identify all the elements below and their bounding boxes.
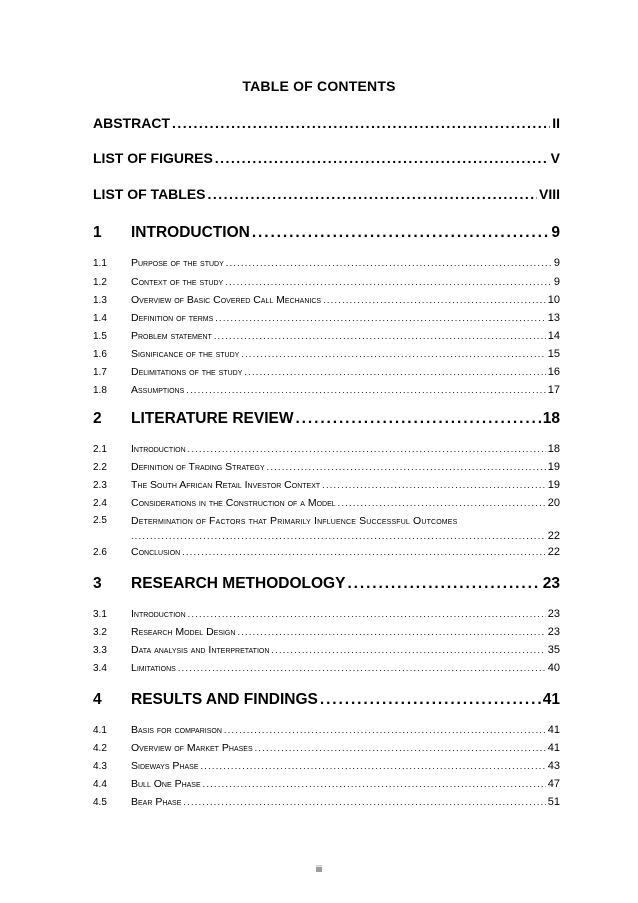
chapter-number: 1 [93, 224, 102, 241]
section-number: 1.2 [93, 277, 107, 288]
section-label: Assumptions [131, 384, 185, 396]
section-number: 1.8 [93, 385, 107, 396]
toc-section-1-1[interactable] [93, 257, 560, 269]
section-page: 22 [547, 530, 560, 542]
section-number: 3.3 [93, 645, 107, 656]
leader-dots [241, 349, 545, 359]
section-label: Considerations in the Construction of a Model [131, 497, 336, 509]
leader-dots [215, 150, 549, 166]
toc-section-2-5-continuation[interactable] [131, 530, 560, 542]
leader-dots [271, 645, 545, 655]
section-label: Context of the study [131, 276, 224, 288]
toc-section-1-5[interactable] [93, 330, 560, 342]
section-number: 4.5 [93, 797, 107, 808]
toc-section-3-2[interactable] [93, 626, 560, 638]
toc-section-4-1[interactable] [93, 724, 560, 736]
toc-section-2-5[interactable] [93, 515, 560, 527]
leader-dots [203, 779, 546, 789]
section-page: 19 [547, 461, 560, 473]
section-number: 4.3 [93, 761, 107, 772]
section-number: 1.5 [93, 331, 107, 342]
leader-dots [201, 761, 546, 771]
toc-section-3-4[interactable] [93, 662, 560, 674]
chapter-number: 3 [93, 575, 102, 592]
section-label: Limitations [131, 662, 176, 674]
toc-heading: TABLE OF CONTENTS [242, 78, 396, 94]
section-number: 2.1 [93, 444, 107, 455]
leader-dots [215, 313, 546, 323]
leader-dots [224, 725, 546, 735]
chapter-page: 9 [551, 224, 560, 241]
section-page: 40 [547, 662, 560, 674]
leader-dots [237, 627, 545, 637]
section-number: 1.1 [93, 258, 107, 269]
chapter-label: RESULTS AND FINDINGS [131, 691, 318, 708]
section-page: 17 [547, 384, 560, 396]
section-number: 1.6 [93, 349, 107, 360]
toc-entry-list-of-figures[interactable] [93, 150, 560, 166]
chapter-page: 23 [542, 575, 560, 592]
entry-page: II [552, 115, 560, 131]
section-label: Definition of terms [131, 312, 214, 324]
leader-dots [322, 480, 546, 490]
chapter-label: RESEARCH METHODOLOGY [131, 575, 346, 592]
section-page: 43 [547, 760, 560, 772]
section-page: 41 [547, 742, 560, 754]
chapter-label: LITERATURE REVIEW [131, 410, 294, 427]
leader-dots [186, 385, 545, 395]
section-page: 9 [553, 276, 560, 288]
entry-page: VIII [538, 186, 560, 202]
toc-section-1-3[interactable] [93, 294, 560, 306]
section-label: Significance of the study [131, 348, 240, 360]
entry-label: LIST OF FIGURES [93, 150, 213, 166]
section-label: Determination of Factors that Primarily Influence Successful Outcomes [131, 515, 458, 527]
section-number: 4.1 [93, 725, 107, 736]
section-label: Delimitations of the study [131, 366, 243, 378]
toc-chapter-1[interactable] [93, 224, 560, 242]
section-page: 10 [547, 294, 560, 306]
toc-section-2-6[interactable] [93, 546, 560, 558]
section-label: Introduction [131, 608, 186, 620]
leader-dots [208, 186, 537, 202]
entry-page: V [550, 150, 560, 166]
section-page: 35 [547, 644, 560, 656]
toc-entry-abstract[interactable] [93, 115, 560, 131]
section-page: 13 [547, 312, 560, 324]
leader-dots [295, 410, 540, 428]
section-number: 2.6 [93, 547, 107, 558]
section-number: 1.4 [93, 313, 107, 324]
section-page: 16 [547, 366, 560, 378]
section-page: 18 [547, 443, 560, 455]
section-label: Conclusion [131, 546, 181, 558]
section-label: Overview of Market Phases [131, 742, 253, 754]
toc-section-2-1[interactable] [93, 443, 560, 455]
toc-section-1-8[interactable] [93, 384, 560, 396]
leader-dots [131, 531, 546, 541]
leader-dots [323, 295, 546, 305]
leader-dots [214, 331, 546, 341]
leader-dots [320, 691, 541, 709]
section-label: Bear Phase [131, 796, 182, 808]
section-label: Basis for comparison [131, 724, 222, 736]
toc-entry-list-of-tables[interactable] [93, 186, 560, 202]
section-number: 2.5 [93, 515, 107, 526]
section-number: 2.4 [93, 498, 107, 509]
toc-section-4-4[interactable] [93, 778, 560, 790]
section-number: 2.3 [93, 480, 107, 491]
section-number: 4.4 [93, 779, 107, 790]
toc-section-3-3[interactable] [93, 644, 560, 656]
section-label: Purpose of the study [131, 257, 224, 269]
chapter-page: 41 [542, 691, 560, 708]
chapter-number: 2 [93, 410, 102, 427]
page-number: iii [316, 864, 322, 874]
leader-dots [188, 444, 546, 454]
chapter-page: 18 [542, 410, 560, 427]
section-page: 23 [547, 608, 560, 620]
section-page: 9 [553, 257, 560, 269]
leader-dots [188, 609, 546, 619]
toc-section-4-2[interactable] [93, 742, 560, 754]
toc-section-2-4[interactable] [93, 497, 560, 509]
toc-section-3-1[interactable] [93, 608, 560, 620]
leader-dots [338, 498, 546, 508]
leader-dots [182, 547, 546, 557]
section-number: 3.1 [93, 609, 107, 620]
leader-dots [226, 258, 552, 268]
section-label: Data analysis and Interpretation [131, 644, 270, 656]
chapter-label: INTRODUCTION [131, 224, 250, 241]
leader-dots [225, 277, 552, 287]
toc-section-1-2[interactable] [93, 276, 560, 288]
section-page: 47 [547, 778, 560, 790]
section-number: 4.2 [93, 743, 107, 754]
section-page: 20 [547, 497, 560, 509]
section-page: 15 [547, 348, 560, 360]
leader-dots [172, 115, 550, 131]
section-label: Problem statement [131, 330, 212, 342]
section-page: 19 [547, 479, 560, 491]
section-label: Introduction [131, 443, 186, 455]
section-number: 1.7 [93, 367, 107, 378]
leader-dots [255, 743, 546, 753]
toc-section-2-2[interactable] [93, 461, 560, 473]
section-label: The South African Retail Investor Context [131, 479, 321, 491]
toc-section-1-7[interactable] [93, 366, 560, 378]
section-number: 3.4 [93, 663, 107, 674]
toc-chapter-2[interactable] [93, 410, 560, 428]
section-label: Overview of Basic Covered Call Mechanics [131, 294, 322, 306]
section-page: 51 [547, 796, 560, 808]
toc-section-1-6[interactable] [93, 348, 560, 360]
toc-section-4-5[interactable] [93, 796, 560, 808]
toc-section-1-4[interactable] [93, 312, 560, 324]
leader-dots [178, 663, 546, 673]
section-label: Sideways Phase [131, 760, 199, 772]
leader-dots [252, 224, 550, 242]
leader-dots [183, 797, 545, 807]
section-label: Research Model Design [131, 626, 236, 638]
entry-label: ABSTRACT [93, 115, 170, 131]
leader-dots [267, 462, 546, 472]
section-page: 14 [547, 330, 560, 342]
toc-section-2-3[interactable] [93, 479, 560, 491]
toc-chapter-4[interactable] [93, 691, 560, 709]
entry-label: LIST OF TABLES [93, 186, 206, 202]
section-label: Bull One Phase [131, 778, 201, 790]
section-page: 23 [547, 626, 560, 638]
leader-dots [347, 575, 540, 593]
section-number: 1.3 [93, 295, 107, 306]
chapter-number: 4 [93, 691, 102, 708]
section-label: Definition of Trading Strategy [131, 461, 265, 473]
toc-section-4-3[interactable] [93, 760, 560, 772]
section-page: 22 [547, 546, 560, 558]
toc-chapter-3[interactable] [93, 575, 560, 593]
section-number: 2.2 [93, 462, 107, 473]
leader-dots [244, 367, 545, 377]
section-number: 3.2 [93, 627, 107, 638]
section-page: 41 [547, 724, 560, 736]
